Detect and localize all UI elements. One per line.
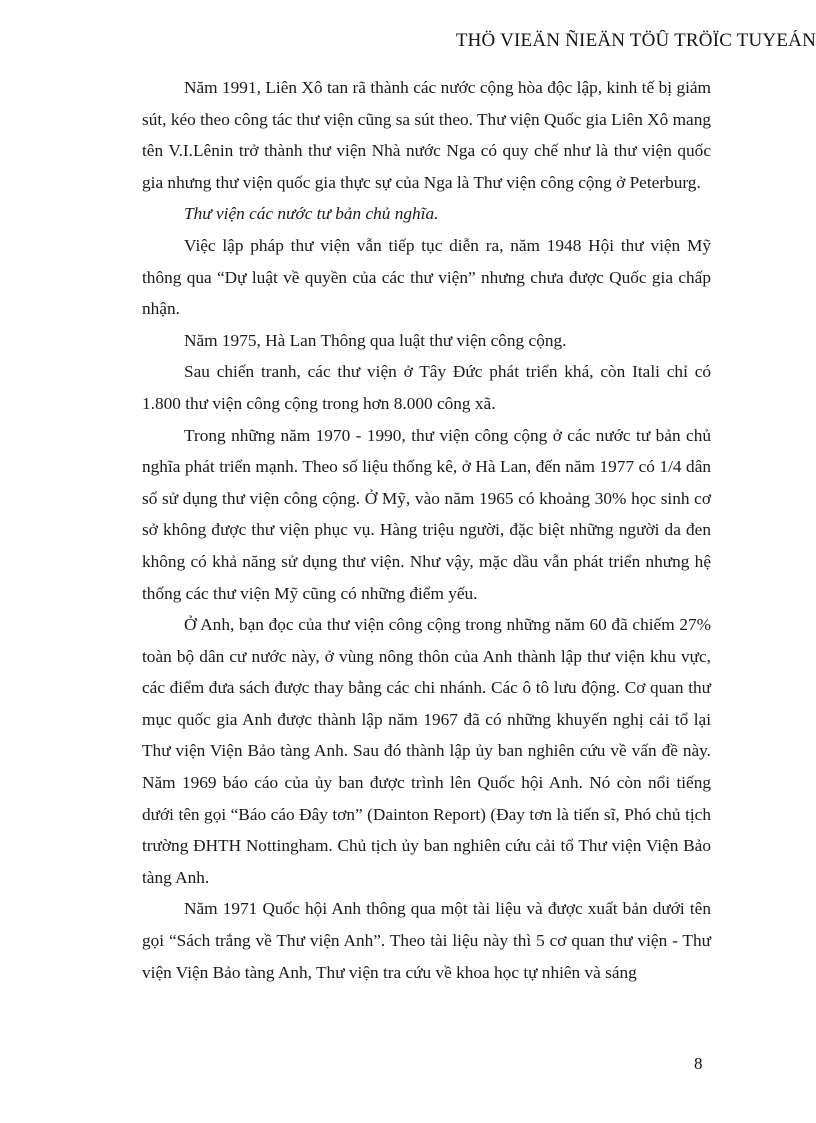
paragraph: Việc lập pháp thư viện vẫn tiếp tục diễn ra, năm 1948 Hội thư viện Mỹ thông qua “Dự luật về quyền của các thư viện” nhưng chưa được Quốc gia chấp nhận. [142, 235, 711, 319]
paragraph: Năm 1991, Liên Xô tan rã thành các nước cộng hòa độc lập, kinh tế bị giảm sút, kéo theo công tác thư viện cũng sa sút theo. Thư viện Quốc gia Liên Xô mang tên V.I.Lênin trở thành thư viện Nhà nước Nga có quy chế như là thư viện quốc gia nhưng thư viện quốc gia thực sự của Nga là Thư viện công cộng ở Peterburg. [142, 78, 711, 192]
running-header: THÖ VIEÄN ÑIEÄN TÖÛ TRÖÏC TUYEÁN [455, 30, 816, 51]
paragraph: Sau chiến tranh, các thư viện ở Tây Đức phát triển khá, còn Itali chỉ có 1.800 thư viện công cộng trong hơn 8.000 công xã. [142, 362, 711, 413]
page-number: 8 [694, 1054, 703, 1073]
body-text [142, 72, 711, 988]
paragraph: Ở Anh, bạn đọc của thư viện công cộng trong những năm 60 đã chiếm 27% toàn bộ dân cư nước này, ở vùng nông thôn của Anh thành lập thư viện khu vực, các điểm đưa sách được thay bằng các chi nhánh. Các ô tô lưu động. Cơ quan thư mục quốc gia Anh được thành lập năm 1967 đã có những khuyến nghị cải tổ lại Thư viện Viện Bảo tàng Anh. Sau đó thành lập ủy ban nghiên cứu về vấn đề này. Năm 1969 báo cáo của ủy ban được trình lên Quốc hội Anh. Nó còn nổi tiếng dưới tên gọi “Báo cáo Đây tơn” (Dainton Report) (Đay tơn là tiến sĩ, Phó chủ tịch trường ĐHTH Nottingham. Chủ tịch ủy ban nghiên cứu cải tổ Thư viện Viện Bảo tàng Anh. [142, 615, 711, 887]
paragraph: Trong những năm 1970 - 1990, thư viện công cộng ở các nước tư bản chủ nghĩa phát triển mạnh. Theo số liệu thống kê, ở Hà Lan, đến năm 1977 có 1/4 dân số sử dụng thư viện công cộng. Ở Mỹ, vào năm 1965 có khoảng 30% học sinh cơ sở không được thư viện phục vụ. Hàng triệu người, đặc biệt những người da đen không có khả năng sử dụng thư viện. Như vậy, mặc dầu vẫn phát triển nhưng hệ thống các thư viện Mỹ cũng có những điểm yếu. [142, 425, 711, 603]
section-heading: Thư viện các nước tư bản chủ nghĩa. [184, 204, 439, 224]
paragraph: Năm 1975, Hà Lan Thông qua luật thư viện công cộng. [184, 330, 567, 350]
paragraph: Năm 1971 Quốc hội Anh thông qua một tài liệu và được xuất bản dưới tên gọi “Sách trắng về Thư viện Anh”. Theo tài liệu này thì 5 cơ quan thư viện - Thư viện Viện Bảo tàng Anh, Thư viện tra cứu về khoa học tự nhiên và sáng [142, 899, 711, 982]
